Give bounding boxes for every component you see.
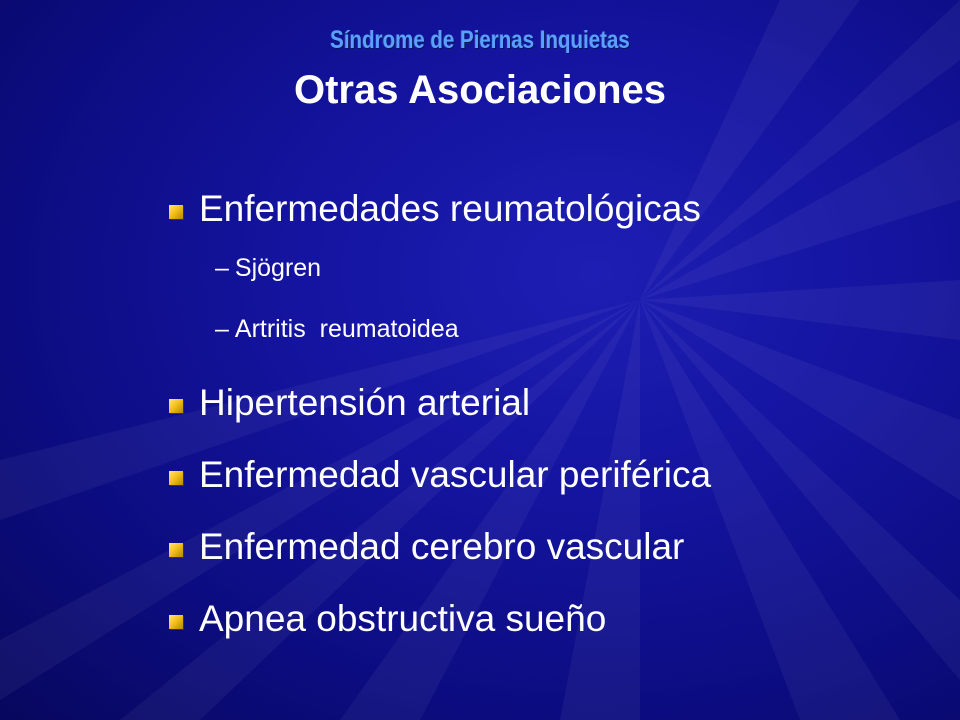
slide-subtitle: Síndrome de Piernas Inquietas bbox=[330, 26, 630, 54]
bullet-text: Hipertensión arterial bbox=[199, 382, 531, 423]
square-bullet-icon bbox=[169, 543, 183, 557]
bullet-text: Enfermedades reumatológicas bbox=[199, 188, 701, 229]
bullet-text: Enfermedad cerebro vascular bbox=[199, 526, 685, 567]
square-bullet-icon bbox=[169, 615, 183, 629]
bullet-item-vascular-periferica bbox=[165, 450, 711, 514]
square-bullet-icon bbox=[169, 205, 183, 219]
sub-item-text: Artritis reumatoidea bbox=[234, 315, 459, 343]
bullet-list bbox=[165, 184, 711, 658]
sub-item-text: Sjögren bbox=[234, 254, 322, 282]
bullet-item-hipertension bbox=[165, 378, 711, 442]
bullet-item-cerebro-vascular bbox=[165, 522, 711, 586]
dash-marker: – bbox=[215, 254, 229, 282]
bullet-text: Apnea obstructiva sueño bbox=[199, 598, 607, 639]
bullet-item-reumatologicas bbox=[165, 184, 711, 248]
slide-title: Otras Asociaciones bbox=[293, 68, 666, 112]
square-bullet-icon bbox=[169, 471, 183, 485]
bullet-item-apnea bbox=[165, 594, 711, 658]
bullet-text: Enfermedad vascular periférica bbox=[199, 454, 712, 495]
sub-item-artritis bbox=[165, 309, 711, 370]
dash-marker: – bbox=[215, 315, 229, 343]
sub-item-sjogren bbox=[165, 248, 711, 309]
square-bullet-icon bbox=[169, 399, 183, 413]
